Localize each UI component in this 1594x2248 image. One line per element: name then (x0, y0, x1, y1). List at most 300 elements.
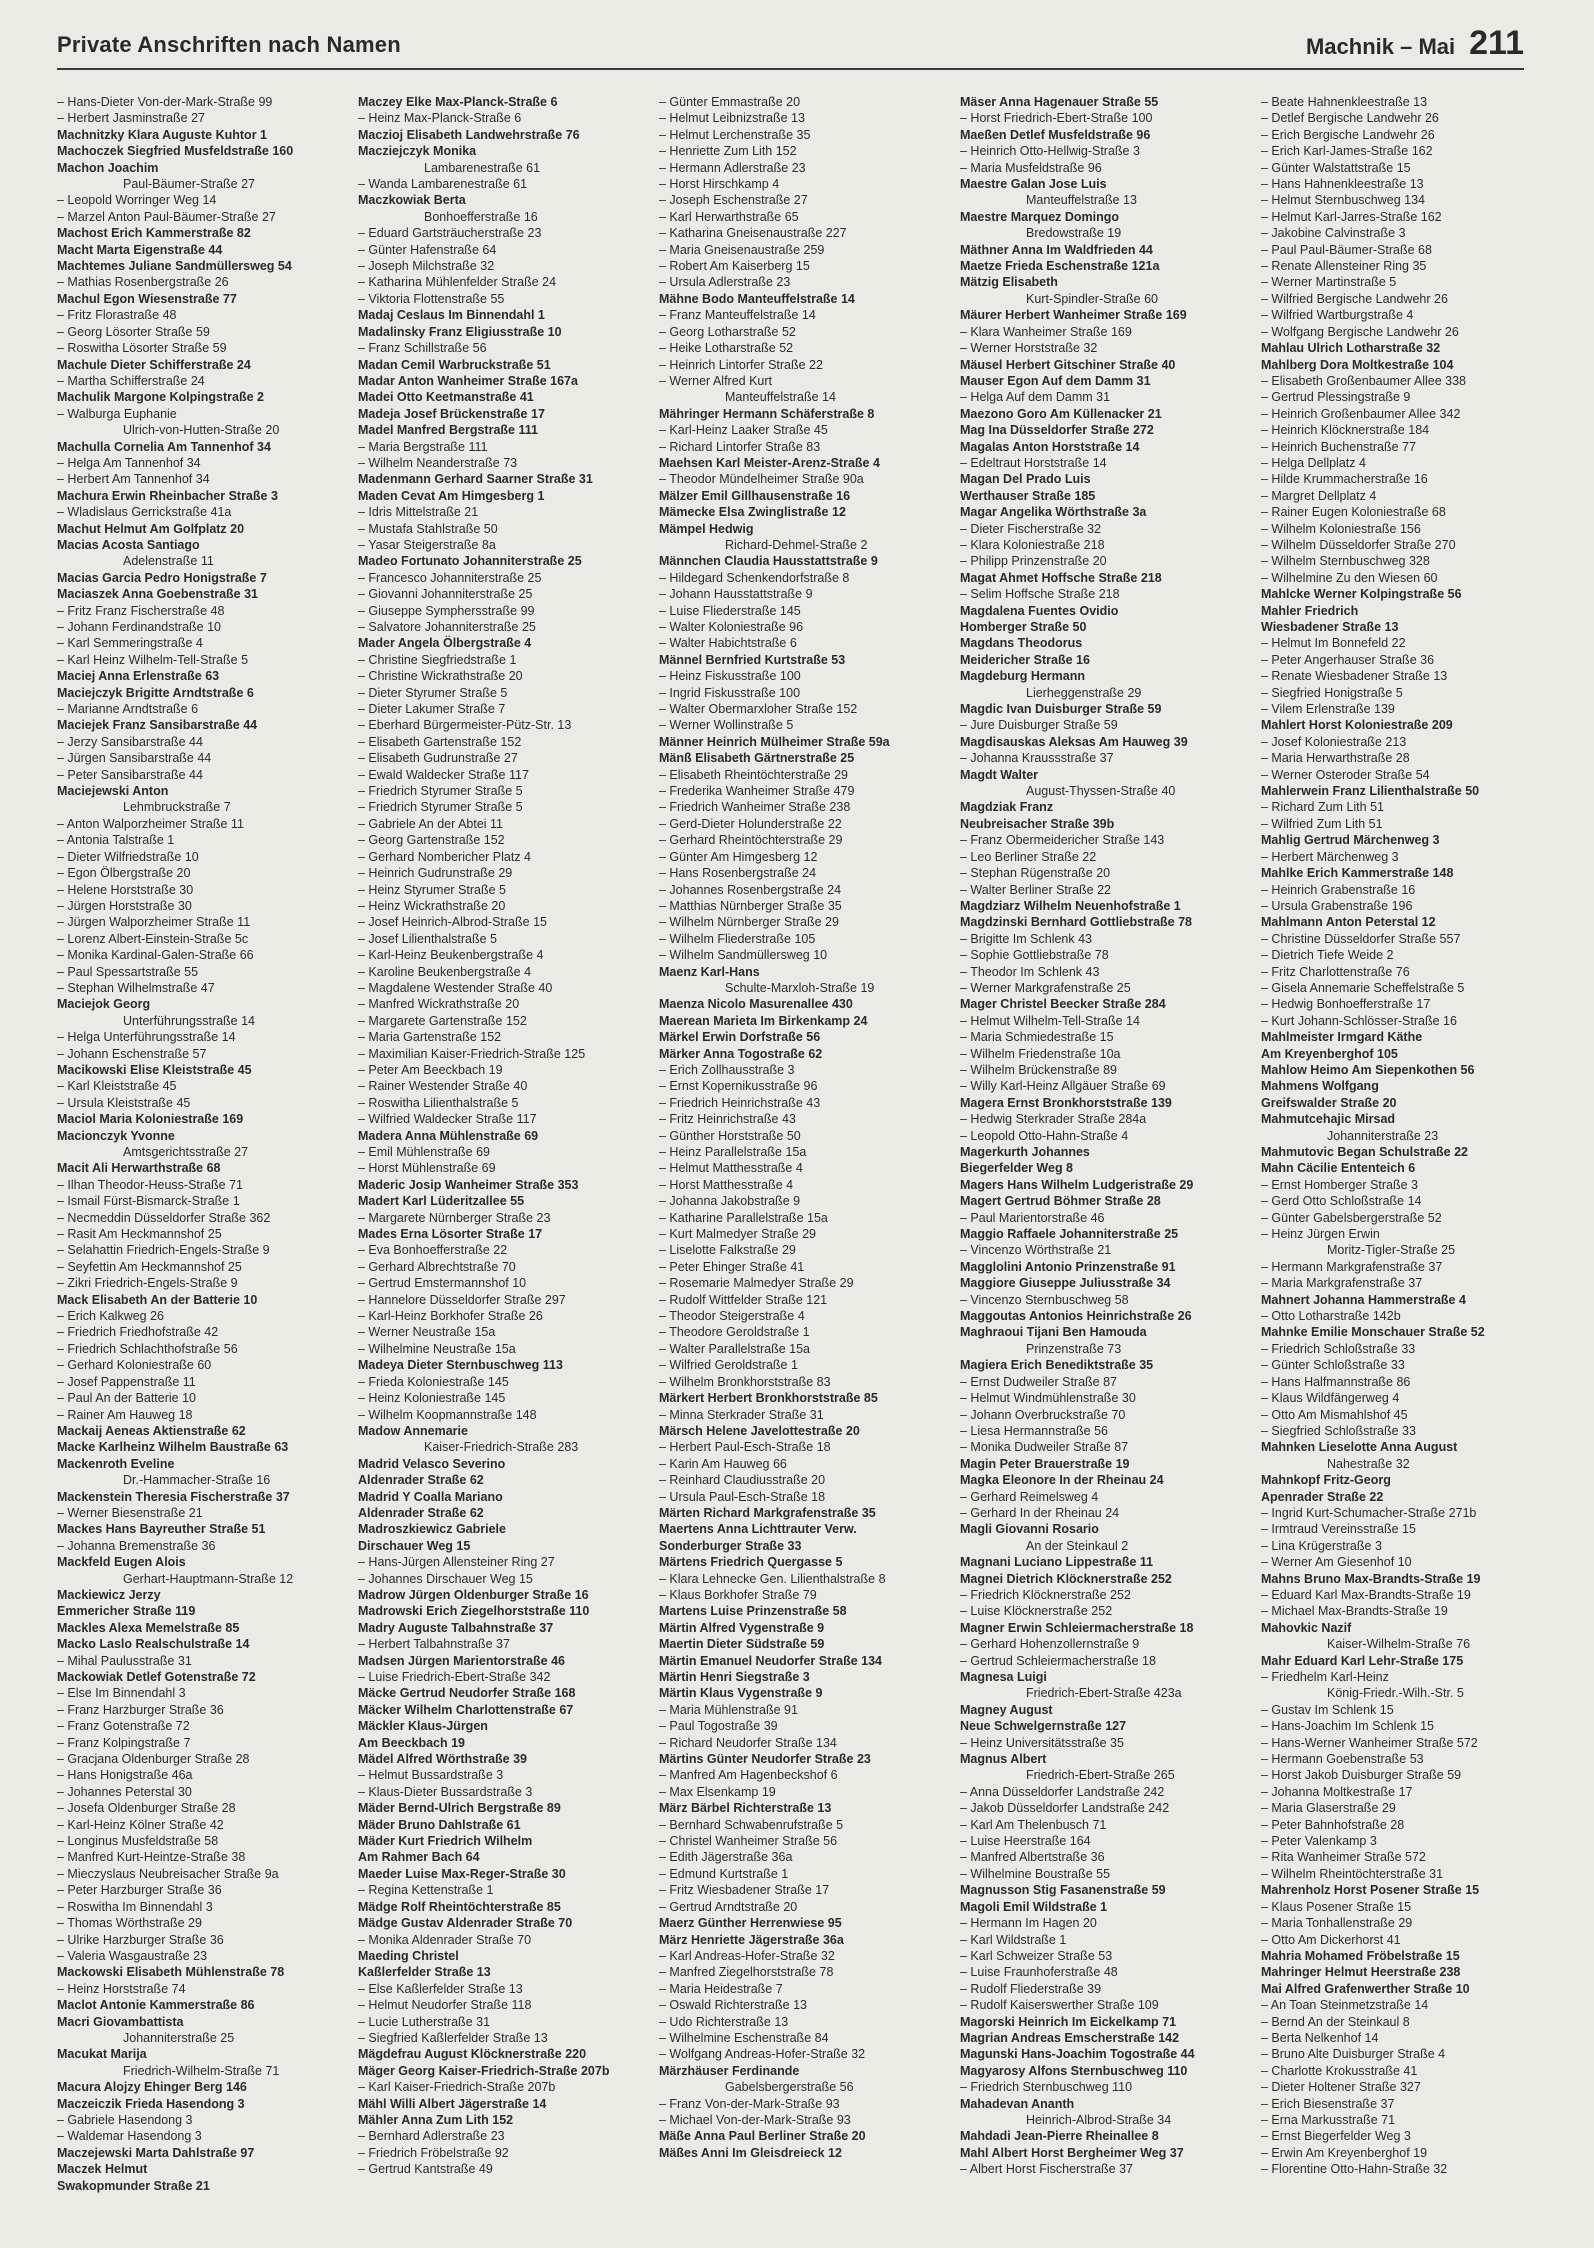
directory-entry: – Hans-Werner Wanheimer Straße 572 (1261, 1735, 1478, 1750)
directory-entry: – Vincenzo Sternbuschweg 58 (960, 1292, 1129, 1307)
directory-surname-entry: Mahnken Lieselotte Anna August (1261, 1440, 1458, 1455)
directory-surname-entry: Mahl Albert Horst Bergheimer Weg 37 (960, 2145, 1184, 2160)
directory-surname-entry: Madrow Jürgen Oldenburger Straße 16 (358, 1587, 589, 1602)
directory-entry: – Roswitha Im Binnendahl 3 (57, 1899, 213, 1914)
directory-entry: – Fritz Charlottenstraße 76 (1261, 964, 1410, 979)
directory-entry: – Josefa Oldenburger Straße 28 (57, 1801, 236, 1816)
directory-entry: – Dieter Styrumer Straße 5 (358, 685, 508, 700)
directory-surname-entry: Mäthner Anna Im Waldfrieden 44 (960, 242, 1153, 257)
directory-entry: – Otto Am Mismahlshof 45 (1261, 1407, 1408, 1422)
directory-entry: – Heinz Koloniestraße 145 (358, 1391, 506, 1406)
directory-entry: – Friedrich Klöcknerstraße 252 (960, 1587, 1131, 1602)
directory-surname-entry: Mahlow Heimo Am Siepenkothen 56 (1261, 1062, 1475, 1077)
directory-address-continuation: Johanniterstraße 25 (123, 2030, 235, 2045)
directory-entry: – Horst Matthesstraße 4 (659, 1177, 794, 1192)
directory-surname-entry: Magnani Luciano Lippestraße 11 (960, 1555, 1154, 1570)
directory-entry: – Horst Friedrich-Ebert-Straße 100 (960, 111, 1153, 126)
directory-surname-entry: Macziejczyk Monika (358, 144, 477, 159)
directory-entry: – Willy Karl-Heinz Allgäuer Straße 69 (960, 1079, 1166, 1094)
directory-entry: – Dieter Lakumer Straße 7 (358, 702, 506, 717)
directory-address-continuation: Kaiser-Wilhelm-Straße 76 (1327, 1637, 1471, 1652)
directory-surname-entry: Magdeburg Hermann (960, 669, 1086, 684)
directory-entry: – Peter Bahnhofstraße 28 (1261, 1817, 1405, 1832)
directory-surname-entry: Neue Schwelgernstraße 127 (960, 1719, 1127, 1734)
directory-entry: – Eduard Karl Max-Brandts-Straße 19 (1261, 1587, 1471, 1602)
directory-entry: – Ursula Paul-Esch-Straße 18 (659, 1489, 826, 1504)
directory-entry: – Siegfried Honigstraße 5 (1261, 685, 1403, 700)
directory-entry: – Karl Wildstraße 1 (960, 1932, 1067, 1947)
directory-surname-entry: Mäder Bernd-Ulrich Bergstraße 89 (358, 1801, 561, 1816)
directory-entry: – Ulrike Harzburger Straße 36 (57, 1932, 224, 1947)
directory-entry: – Kurt Johann-Schlösser-Straße 16 (1261, 1013, 1457, 1028)
directory-entry: – Wilhelm Sternbuschweg 328 (1261, 554, 1430, 569)
directory-surname-entry: Mackowiak Detlef Gotenstraße 72 (57, 1670, 256, 1684)
directory-surname-entry: Maciej Anna Erlenstraße 63 (57, 669, 220, 684)
directory-surname-entry: Maerean Marieta Im Birkenkamp 24 (659, 1013, 868, 1028)
directory-entry: – Luise Fliederstraße 145 (659, 603, 801, 618)
directory-entry: – Hans Rosenbergstraße 24 (659, 866, 817, 881)
directory-entry: – Hans-Jürgen Allensteiner Ring 27 (358, 1555, 555, 1570)
directory-entry: – Rainer Eugen Koloniestraße 68 (1261, 505, 1446, 520)
directory-entry: – Helmut Lerchenstraße 35 (659, 127, 811, 142)
directory-entry: – Elisabeth Gudrunstraße 27 (358, 751, 518, 766)
directory-surname-entry: Madrid Velasco Severino (358, 1456, 506, 1471)
directory-entry: – Friedrich Wanheimer Straße 238 (659, 800, 851, 815)
directory-entry: – Günter Walstattstraße 15 (1261, 160, 1411, 175)
directory-entry: – Wilhelm Brückenstraße 89 (960, 1062, 1118, 1077)
directory-entry: – Gerd-Dieter Holunderstraße 22 (659, 816, 842, 831)
directory-entry: – Wilfried Zum Lith 51 (1261, 816, 1383, 831)
directory-surname-entry: Mahadevan Ananth (960, 2096, 1075, 2111)
directory-entry: – Maria Markgrafenstraße 37 (1261, 1276, 1423, 1291)
directory-address-continuation: Kaiser-Friedrich-Straße 283 (424, 1440, 579, 1455)
directory-entry: – Margarete Gartenstraße 152 (358, 1013, 527, 1028)
directory-entry: – Wilfried Bergische Landwehr 26 (1261, 291, 1448, 306)
directory-entry: – Vilem Erlenstraße 139 (1261, 702, 1395, 717)
directory-entry: – Otto Lotharstraße 142b (1261, 1309, 1401, 1324)
directory-entry: – Margret Dellplatz 4 (1261, 488, 1377, 503)
directory-entry: – Longinus Musfeldstraße 58 (57, 1834, 219, 1849)
directory-entry: – Johann Ferdinandstraße 10 (57, 620, 221, 634)
directory-surname-entry: Macht Marta Eigenstraße 44 (57, 242, 223, 257)
directory-entry: – Werner Markgrafenstraße 25 (960, 980, 1131, 995)
directory-entry: – Karin Am Hauweg 66 (659, 1456, 787, 1471)
directory-surname-entry: Maciaszek Anna Goebenstraße 31 (57, 587, 259, 602)
directory-surname-entry: Machost Erich Kammerstraße 82 (57, 226, 251, 241)
directory-surname-entry: Mackaij Aeneas Aktienstraße 62 (57, 1423, 246, 1438)
directory-surname-entry: Maczeiczik Frieda Hasendong 3 (57, 2096, 245, 2111)
directory-entry: – Katharina Gneisenaustraße 227 (659, 226, 847, 241)
directory-entry: – Beate Hahnenkleestraße 13 (1261, 95, 1428, 109)
directory-entry: – Luise Klöcknerstraße 252 (960, 1604, 1113, 1619)
directory-address-continuation: Lierheggenstraße 29 (1026, 685, 1142, 700)
directory-surname-entry: Machoczek Siegfried Musfeldstraße 160 (57, 144, 294, 159)
directory-entry: – Gabriele An der Abtei 11 (358, 816, 504, 831)
directory-surname-entry: Märtin Klaus Vygenstraße 9 (659, 1686, 823, 1701)
directory-entry: – Karl Kaiser-Friedrich-Straße 207b (358, 2080, 556, 2095)
directory-surname-entry: Madar Anton Wanheimer Straße 167a (358, 373, 578, 388)
directory-entry: – Sophie Gottliebstraße 78 (960, 948, 1109, 963)
directory-entry: – Manfred Kurt-Heintze-Straße 38 (57, 1850, 246, 1865)
directory-entry: – Bernhard Adlerstraße 23 (358, 2129, 505, 2144)
directory-entry: – Paul Marientorstraße 46 (960, 1210, 1105, 1225)
directory-surname-entry: Mager Christel Beecker Straße 284 (960, 997, 1166, 1012)
directory-entry: – Herbert Talbahnstraße 37 (358, 1637, 510, 1652)
directory-surname-entry: Magert Gertrud Böhmer Straße 28 (960, 1194, 1161, 1209)
directory-entry: – Erich Karl-James-Straße 162 (1261, 144, 1433, 159)
directory-entry: – Johann Overbruckstraße 70 (960, 1407, 1126, 1422)
directory-entry: – Hans Honigstraße 46a (57, 1768, 193, 1783)
directory-entry: – Maria Schmiedestraße 15 (960, 1030, 1114, 1045)
directory-entry: – Jakob Düsseldorfer Landstraße 242 (960, 1801, 1170, 1816)
directory-entry: – Gerhard Koloniestraße 60 (57, 1358, 212, 1373)
directory-surname-entry: Magdziarz Wilhelm Neuenhofstraße 1 (960, 898, 1181, 913)
directory-entry: – Jürgen Sansibarstraße 44 (57, 751, 212, 766)
directory-entry: – Friedrich Styrumer Straße 5 (358, 784, 523, 799)
directory-surname-entry: Madeo Fortunato Johanniterstraße 25 (358, 554, 582, 569)
directory-entry: – Ismail Fürst-Bismarck-Straße 1 (57, 1194, 240, 1209)
directory-surname-entry: Maciol Maria Koloniestraße 169 (57, 1112, 244, 1127)
directory-surname-entry: Maertens Anna Lichttrauter Verw. (659, 1522, 857, 1537)
directory-address-continuation: Kurt-Spindler-Straße 60 (1026, 291, 1159, 306)
directory-surname-entry: Magner Erwin Schleiermacherstraße 18 (960, 1620, 1194, 1635)
directory-entry: – Dieter Fischerstraße 32 (960, 521, 1102, 536)
directory-address-continuation: Adelenstraße 11 (123, 554, 214, 569)
directory-surname-entry: Madenmann Gerhard Saarner Straße 31 (358, 472, 593, 487)
directory-surname-entry: Maertin Dieter Südstraße 59 (659, 1637, 825, 1652)
directory-surname-entry: Madry Auguste Talbahnstraße 37 (358, 1620, 554, 1635)
directory-entry: – Klaus Wildfängerweg 4 (1261, 1391, 1400, 1406)
directory-entry: – Günter Am Himgesberg 12 (659, 849, 818, 864)
directory-entry: – Günter Gabelsbergerstraße 52 (1261, 1210, 1442, 1225)
directory-entry: – Werner Am Giesenhof 10 (1261, 1555, 1412, 1570)
directory-address-continuation: Manteuffelstraße 13 (1026, 193, 1137, 208)
directory-surname-entry: Magdt Walter (960, 767, 1039, 782)
directory-entry: – Luise Fraunhoferstraße 48 (960, 1965, 1118, 1980)
directory-entry: – Heinrich Klöcknerstraße 184 (1261, 423, 1430, 438)
directory-surname-entry: Mäckler Klaus-Jürgen (358, 1719, 488, 1734)
directory-entry: – Hermann Im Hagen 20 (960, 1916, 1097, 1931)
directory-entry: – Gerhard Rheintöchterstraße 29 (659, 833, 843, 848)
directory-surname-entry: Märsch Helene Javelottestraße 20 (659, 1423, 860, 1438)
directory-entry: – Anna Düsseldorfer Landstraße 242 (960, 1784, 1165, 1799)
directory-entry: – Gertrud Schleiermacherstraße 18 (960, 1653, 1156, 1668)
directory-entry: – Jure Duisburger Straße 59 (960, 718, 1118, 733)
directory-entry: – Richard Neudorfer Straße 134 (659, 1735, 837, 1750)
directory-entry: – Manfred Ziegelhorststraße 78 (659, 1965, 834, 1980)
directory-entry: – Karl-Heinz Kölner Straße 42 (57, 1817, 224, 1832)
directory-column-1 (57, 94, 350, 2234)
directory-entry: – Wilhelmine Eschenstraße 84 (659, 2030, 829, 2045)
directory-surname-entry: Magli Giovanni Rosario (960, 1522, 1099, 1537)
directory-surname-entry: Maciejok Georg (57, 997, 151, 1012)
directory-entry: – Horst Mühlenstraße 69 (358, 1161, 496, 1176)
directory-surname-entry: Mahlau Ulrich Lotharstraße 32 (1261, 341, 1441, 356)
directory-surname-entry: Macukat Marija (57, 2047, 147, 2062)
directory-entry: – Roswitha Lilienthalstraße 5 (358, 1095, 519, 1110)
directory-surname-entry: Mackenroth Eveline (57, 1456, 175, 1471)
directory-surname-entry: Dirschauer Weg 15 (358, 1538, 471, 1553)
directory-entry: – Helmut Karl-Jarres-Straße 162 (1261, 209, 1442, 224)
directory-address-continuation: Bredowstraße 19 (1026, 226, 1122, 241)
directory-surname-entry: Mädel Alfred Wörthstraße 39 (358, 1752, 528, 1767)
directory-entry: – Charlotte Krokusstraße 41 (1261, 2063, 1418, 2078)
directory-entry: – Karl Am Thelenbusch 71 (960, 1817, 1107, 1832)
directory-entry: – Luise Friedrich-Ebert-Straße 342 (358, 1670, 551, 1684)
directory-entry: – Siegfried Schloßstraße 33 (1261, 1423, 1416, 1438)
directory-entry: – Klara Wanheimer Straße 169 (960, 324, 1132, 339)
directory-surname-entry: Magnei Dietrich Klöcknerstraße 252 (960, 1571, 1172, 1586)
directory-surname-entry: Maeßen Detlef Musfeldstraße 96 (960, 127, 1151, 142)
directory-entry: – Martha Schifferstraße 24 (57, 373, 205, 388)
directory-entry: – Joseph Eschenstraße 27 (659, 193, 808, 208)
directory-entry: – Egon Ölbergstraße 20 (57, 866, 191, 881)
directory-entry: – Friedrich Heinrichstraße 43 (659, 1095, 821, 1110)
directory-entry: – Fritz Wiesbadener Straße 17 (659, 1883, 830, 1898)
directory-surname-entry: Magka Eleonore In der Rheinau 24 (960, 1473, 1164, 1488)
directory-surname-entry: Magdziak Franz (960, 800, 1054, 815)
directory-entry: – Leopold Otto-Hahn-Straße 4 (960, 1128, 1129, 1143)
directory-surname-entry: Mauser Egon Auf dem Damm 31 (960, 373, 1151, 388)
directory-surname-entry: Kaßlerfelder Straße 13 (358, 1965, 491, 1980)
directory-entry: – Johanna Jakobstraße 9 (659, 1194, 801, 1209)
directory-entry: – Franz Von-der-Mark-Straße 93 (659, 2096, 840, 2111)
directory-entry: – Hans-Joachim Im Schlenk 15 (1261, 1719, 1434, 1734)
directory-surname-entry: Mahlig Gertrud Märchenweg 3 (1261, 833, 1440, 848)
directory-surname-entry: Maenza Nicolo Masurenallee 430 (659, 997, 853, 1012)
directory-entry: – Wilhelm Bronkhorststraße 83 (659, 1374, 831, 1389)
directory-surname-entry: Machulik Margone Kolpingstraße 2 (57, 390, 264, 405)
directory-entry: – Waldemar Hasendong 3 (57, 2129, 202, 2144)
directory-entry: – Peter Harzburger Straße 36 (57, 1883, 222, 1898)
directory-address-continuation: Richard-Dehmel-Straße 2 (725, 537, 868, 552)
directory-entry: – Wolfgang Bergische Landwehr 26 (1261, 324, 1459, 339)
directory-surname-entry: Märten Richard Markgrafenstraße 35 (659, 1505, 876, 1520)
directory-entry: – Walter Parallelstraße 15a (659, 1341, 810, 1356)
directory-entry: – Edeltraut Horststraße 14 (960, 455, 1107, 470)
directory-entry: – Helga Dellplatz 4 (1261, 455, 1366, 470)
directory-entry: – Wilfried Geroldstraße 1 (659, 1358, 798, 1373)
directory-entry: – Theodor Steigerstraße 4 (659, 1309, 805, 1324)
directory-entry: – Brigitte Im Schlenk 43 (960, 931, 1093, 946)
directory-surname-entry: Madalinsky Franz Eligiusstraße 10 (358, 324, 562, 339)
directory-surname-entry: Mahmutcehajic Mirsad (1261, 1112, 1396, 1127)
directory-surname-entry: Meidericher Straße 16 (960, 652, 1090, 667)
directory-address-continuation: Lambarenestraße 61 (424, 160, 541, 175)
directory-entry: – Maria Musfeldstraße 96 (960, 160, 1102, 175)
directory-entry: – Manfred Am Hagenbeckshof 6 (659, 1768, 838, 1783)
directory-address-continuation: Ulrich-von-Hutten-Straße 20 (123, 423, 280, 438)
directory-entry: – Karl Semmeringstraße 4 (57, 636, 203, 651)
directory-entry: – Mathias Rosenbergstraße 26 (57, 275, 229, 290)
directory-entry: – Hermann Goebenstraße 53 (1261, 1752, 1424, 1767)
directory-surname-entry: Wiesbadener Straße 13 (1261, 620, 1399, 634)
directory-entry: – Günter Hafenstraße 64 (358, 242, 497, 257)
directory-entry: – Friedrich Sternbuschweg 110 (960, 2080, 1133, 2095)
directory-surname-entry: Mahringer Helmut Heerstraße 238 (1261, 1965, 1461, 1980)
directory-surname-entry: Maczek Helmut (57, 2162, 148, 2177)
directory-surname-entry: Macit Ali Herwarthstraße 68 (57, 1161, 221, 1176)
directory-entry: – Giuseppe Symphersstraße 99 (358, 603, 535, 618)
directory-surname-entry: Maczejewski Marta Dahlstraße 97 (57, 2145, 255, 2160)
directory-entry: – Karl Andreas-Hofer-Straße 32 (659, 1948, 835, 1963)
directory-entry: – Yasar Steigerstraße 8a (358, 537, 496, 552)
directory-entry: – Heinrich Lintorfer Straße 22 (659, 357, 823, 372)
directory-surname-entry: Mäurer Herbert Wanheimer Straße 169 (960, 308, 1187, 323)
directory-entry: – Gisela Annemarie Scheffelstraße 5 (1261, 980, 1465, 995)
directory-entry: – Theodor Mündelheimer Straße 90a (659, 472, 864, 487)
directory-entry: – Hermann Adlerstraße 23 (659, 160, 806, 175)
directory-surname-entry: Machura Erwin Rheinbacher Straße 3 (57, 488, 278, 503)
directory-surname-entry: Maezono Goro Am Küllenacker 21 (960, 406, 1162, 421)
directory-entry: – Roswitha Lösorter Straße 59 (57, 341, 227, 356)
directory-surname-entry: Mahr Eduard Karl Lehr-Straße 175 (1261, 1653, 1464, 1668)
directory-surname-entry: Mänß Elisabeth Gärtnerstraße 25 (659, 751, 855, 766)
directory-entry: – Klaus Posener Straße 15 (1261, 1899, 1412, 1914)
directory-entry: – Zikri Friedrich-Engels-Straße 9 (57, 1276, 238, 1291)
directory-column-3 (659, 94, 952, 2234)
directory-entry: – Johann Eschenstraße 57 (57, 1046, 207, 1061)
directory-surname-entry: Macke Karlheinz Wilhelm Baustraße 63 (57, 1440, 289, 1455)
directory-entry: – Gabriele Hasendong 3 (57, 2112, 193, 2127)
directory-surname-entry: Macias Garcia Pedro Honigstraße 7 (57, 570, 267, 585)
directory-surname-entry: Magar Angelika Wörthstraße 3a (960, 505, 1147, 520)
header-name-range: Machnik – Mai (1305, 34, 1456, 59)
directory-entry: – Edith Jägerstraße 36a (659, 1850, 793, 1865)
directory-address-continuation: Lehmbruckstraße 7 (123, 800, 231, 815)
directory-entry: – Christine Wickrathstraße 20 (358, 669, 523, 684)
directory-surname-entry: Mahlerwein Franz Lilienthalstraße 50 (1261, 784, 1480, 799)
directory-surname-entry: Madan Cemil Warbruckstraße 51 (358, 357, 551, 372)
directory-entry: – Paul Togostraße 39 (659, 1719, 778, 1734)
directory-surname-entry: Martens Luise Prinzenstraße 58 (659, 1604, 847, 1619)
directory-entry: – Wilhelm Koloniestraße 156 (1261, 521, 1421, 536)
directory-entry: – Fritz Heinrichstraße 43 (659, 1112, 796, 1127)
directory-entry: – Werner Martinstraße 5 (1261, 275, 1397, 290)
directory-entry: – Walter Habichtstraße 6 (659, 636, 797, 651)
directory-surname-entry: Mämecke Elsa Zwinglistraße 12 (659, 505, 846, 520)
directory-surname-entry: Macikowski Elise Kleiststraße 45 (57, 1062, 252, 1077)
directory-entry: – Paul Paul-Bäumer-Straße 68 (1261, 242, 1432, 257)
directory-entry: – Hedwig Bonhoefferstraße 17 (1261, 997, 1431, 1012)
directory-surname-entry: Mämpel Hedwig (659, 521, 754, 536)
directory-entry: – Reinhard Claudiusstraße 20 (659, 1473, 826, 1488)
directory-entry: – Karl Schweizer Straße 53 (960, 1948, 1113, 1963)
directory-entry: – Wladislaus Gerrickstraße 41a (57, 505, 232, 520)
directory-surname-entry: Macionczyk Yvonne (57, 1128, 175, 1143)
directory-entry: – Heinz Fiskusstraße 100 (659, 669, 801, 684)
directory-surname-entry: Apenrader Straße 22 (1261, 1489, 1384, 1504)
directory-entry: – Berta Nelkenhof 14 (1261, 2030, 1379, 2045)
directory-entry: – Franz Harzburger Straße 36 (57, 1702, 224, 1717)
directory-entry: – Udo Richterstraße 13 (659, 2014, 789, 2029)
directory-surname-entry: Swakopmunder Straße 21 (57, 2178, 210, 2193)
directory-surname-entry: Mahns Bruno Max-Brandts-Straße 19 (1261, 1571, 1481, 1586)
directory-entry: – Wilhelm Neanderstraße 73 (358, 455, 518, 470)
directory-surname-entry: Maenz Karl-Hans (659, 964, 760, 979)
directory-entry: – Bernhard Schwabenrufstraße 5 (659, 1817, 844, 1832)
directory-entry: – Regina Kettenstraße 1 (358, 1883, 494, 1898)
directory-entry: – Franz Obermeidericher Straße 143 (960, 833, 1165, 848)
directory-entry: – Rudolf Wittfelder Straße 121 (659, 1292, 828, 1307)
directory-surname-entry: Maclot Antonie Kammerstraße 86 (57, 1998, 255, 2013)
directory-surname-entry: Mahn Cäcilie Ententeich 6 (1261, 1161, 1416, 1176)
directory-surname-entry: Magney August (960, 1702, 1053, 1717)
directory-entry: – Liselotte Falkstraße 29 (659, 1243, 796, 1258)
directory-entry: – Fritz Franz Fischerstraße 48 (57, 603, 225, 618)
directory-surname-entry: Biegerfelder Weg 8 (960, 1161, 1074, 1176)
directory-entry: – Gertrud Emstermannshof 10 (358, 1276, 527, 1291)
directory-entry: – Walburga Euphanie (57, 406, 177, 421)
directory-surname-entry: Mahlmann Anton Peterstal 12 (1261, 915, 1436, 930)
directory-entry: – Leo Berliner Straße 22 (960, 849, 1097, 864)
directory-entry: – Max Elsenkamp 19 (659, 1784, 776, 1799)
directory-entry: – Werner Horststraße 32 (960, 341, 1098, 356)
directory-entry: – Manfred Wickrathstraße 20 (358, 997, 520, 1012)
directory-entry: – Wilfried Wartburgstraße 4 (1261, 308, 1414, 323)
directory-entry: – Maria Tonhallenstraße 29 (1261, 1916, 1413, 1931)
directory-entry: – Richard Lintorfer Straße 83 (659, 439, 821, 454)
directory-surname-entry: März Henriette Jägerstraße 36a (659, 1932, 844, 1947)
directory-entry: – Ernst Kopernikusstraße 96 (659, 1079, 818, 1094)
directory-entry: – Georg Gartenstraße 152 (358, 833, 505, 848)
directory-entry: – Klara Lehnecke Gen. Lilienthalstraße 8 (659, 1571, 886, 1586)
directory-surname-entry: Märtin Emanuel Neudorfer Straße 134 (659, 1653, 882, 1668)
directory-surname-entry: Magdic Ivan Duisburger Straße 59 (960, 702, 1162, 717)
directory-entry: – Elisabeth Großenbaumer Allee 338 (1261, 373, 1466, 388)
directory-entry: – Hans Halfmannstraße 86 (1261, 1374, 1411, 1389)
page-header (57, 22, 1524, 70)
directory-surname-entry: Madrowski Erich Ziegelhorststraße 110 (358, 1604, 590, 1619)
directory-address-continuation: Manteuffelstraße 14 (725, 390, 836, 405)
directory-entry: – Helmut Bussardstraße 3 (358, 1768, 504, 1783)
directory-entry: – Rosemarie Malmedyer Straße 29 (659, 1276, 854, 1291)
directory-entry: – Walter Obermarxloher Straße 152 (659, 702, 858, 717)
directory-entry: – Johanna Bremenstraße 36 (57, 1538, 216, 1553)
directory-surname-entry: Homberger Straße 50 (960, 620, 1087, 634)
directory-entry: – Rasit Am Heckmannshof 25 (57, 1227, 222, 1242)
page-number: 211 (1469, 24, 1524, 62)
directory-entry: – Selahattin Friedrich-Engels-Straße 9 (57, 1243, 270, 1258)
directory-surname-entry: Madaj Ceslaus Im Binnendahl 1 (358, 308, 545, 323)
directory-entry: – Josef Koloniestraße 213 (1261, 734, 1407, 749)
directory-entry: – Ewald Waldecker Straße 117 (358, 767, 529, 782)
directory-surname-entry: Magdzinski Bernhard Gottliebstraße 78 (960, 915, 1192, 930)
directory-surname-entry: Männer Heinrich Mülheimer Straße 59a (659, 734, 890, 749)
directory-surname-entry: Maciejek Franz Sansibarstraße 44 (57, 718, 258, 733)
directory-entry: – Heinrich Gudrunstraße 29 (358, 866, 513, 881)
directory-surname-entry: Maggio Raffaele Johanniterstraße 25 (960, 1227, 1179, 1242)
directory-surname-entry: Männchen Claudia Hausstattstraße 9 (659, 554, 878, 569)
directory-entry: – Jürgen Horststraße 30 (57, 898, 192, 913)
directory-entry: – Rudolf Fliederstraße 39 (960, 1981, 1102, 1996)
directory-entry: – Walter Koloniestraße 96 (659, 620, 804, 634)
directory-surname-entry: Mätzig Elisabeth (960, 275, 1058, 290)
directory-surname-entry: Mähne Bodo Manteuffelstraße 14 (659, 291, 855, 306)
directory-surname-entry: Aldenrader Straße 62 (358, 1473, 484, 1488)
directory-entry: – Hildegard Schenkendorfstraße 8 (659, 570, 850, 585)
directory-entry: – Helga Am Tannenhof 34 (57, 455, 201, 470)
directory-surname-entry: Maeder Luise Max-Reger-Straße 30 (358, 1866, 566, 1881)
directory-entry: – Günter Schloßstraße 33 (1261, 1358, 1405, 1373)
directory-entry: – Erich Kalkweg 26 (57, 1309, 165, 1324)
directory-entry: – Helmut Sternbuschweg 134 (1261, 193, 1425, 208)
directory-entry: – Maximilian Kaiser-Friedrich-Straße 125 (358, 1046, 586, 1061)
directory-entry: – Johannes Rosenbergstraße 24 (659, 882, 842, 897)
directory-surname-entry: Am Kreyenberghof 105 (1261, 1046, 1398, 1061)
directory-entry: – Edmund Kurtstraße 1 (659, 1866, 789, 1881)
directory-entry: – Paul An der Batterie 10 (57, 1391, 196, 1406)
